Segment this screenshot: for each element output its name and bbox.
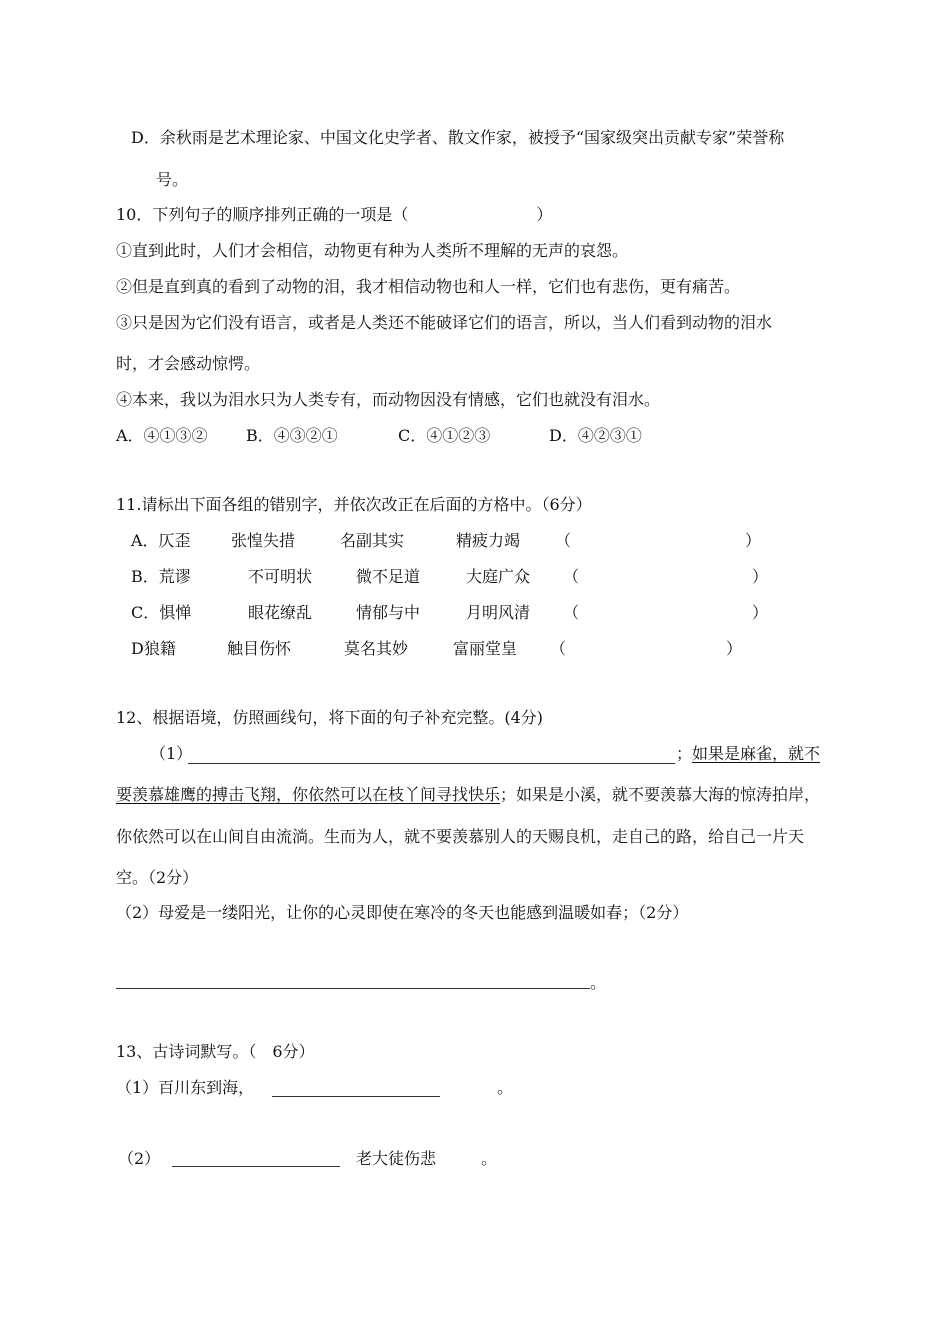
- q12-part-2: （2）母爱是一缕阳光，让你的心灵即使在寒冷的冬天也能感到温暖如春；（2分）: [116, 903, 689, 922]
- q10-option-a: A．④①③②: [116, 426, 208, 445]
- q10-option-b: B．④③②①: [246, 426, 338, 445]
- q11-row-d-paren-open: （: [550, 639, 567, 658]
- q11-row-a-paren-close: ）: [745, 531, 762, 550]
- q13-line-2-label: （2）: [118, 1149, 161, 1168]
- q10-sentence-4: ④本来，我以为泪水只为人类专有，而动物因没有情感，它们也就没有泪水。: [116, 390, 661, 409]
- q9-option-d-cont: 号。: [156, 170, 189, 189]
- q13-line-1: （1）百川东到海，: [116, 1078, 255, 1097]
- q11-row-b-word-2: 不可明状: [248, 567, 313, 586]
- q11-row-c-word-2: 眼花缭乱: [248, 603, 313, 622]
- q11-row-b-label: B．荒谬: [131, 567, 191, 586]
- q12-part-1-line-2-rest: ；如果是小溪，就不要羡慕大海的惊涛拍岸，: [500, 785, 821, 804]
- q11-row-b-paren-open: （: [563, 567, 580, 586]
- q11-row-b-paren-close: ）: [752, 567, 769, 586]
- q11-row-d-paren-close: ）: [726, 639, 743, 658]
- q11-row-c-word-4: 月明风清: [466, 603, 531, 622]
- q12-underlined-sentence-start: 如果是麻雀，就不: [692, 744, 821, 763]
- q11-row-d-word-3: 莫名其妙: [344, 639, 409, 658]
- q10-sentence-1: ①直到此时，人们才会相信，动物更有种为人类所不理解的无声的哀怨。: [116, 241, 629, 260]
- q13-stem: 13、古诗词默写。（ 6分）: [116, 1042, 315, 1061]
- q11-row-a-word-4: 精疲力竭: [456, 531, 521, 550]
- q13-line-2-period: 。: [481, 1149, 498, 1168]
- q13-line-2-answer-blank[interactable]: [172, 1166, 340, 1167]
- q12-part-1-line-4: 空。（2分）: [116, 868, 199, 887]
- q12-part-1-line-2: [116, 784, 820, 806]
- q11-row-d-word-2: 触目伤怀: [227, 639, 292, 658]
- q13-line-1-period: 。: [497, 1078, 514, 1097]
- q13-line-2-text: 老大徒伤悲: [356, 1149, 437, 1168]
- q13-line-1-answer-blank[interactable]: [272, 1096, 440, 1097]
- q11-row-c-paren-open: （: [563, 603, 580, 622]
- q12-underlined-sentence-end: 要羡慕雄鹰的搏击飞翔，你依然可以在枝丫间寻找快乐: [116, 785, 501, 804]
- q12-part-2-period: 。: [590, 973, 607, 992]
- q11-row-a-label: A．仄歪: [131, 531, 191, 550]
- q9-option-d: D．余秋雨是艺术理论家、中国文化史学者、散文作家，被授予“国家级突出贡献专家”荣誉称: [131, 128, 785, 147]
- q12-part-1-answer-blank[interactable]: [188, 763, 675, 764]
- q11-row-b-word-4: 大庭广众: [466, 567, 531, 586]
- q11-stem: 11.请标出下面各组的错别字，并依次改正在后面的方格中。（6分）: [116, 495, 592, 514]
- q11-row-a-word-3: 名副其实: [340, 531, 405, 550]
- q10-option-c: C．④①②③: [398, 426, 491, 445]
- q12-part-1-semicolon: ；: [676, 744, 693, 763]
- q12-part-1-label: （1）: [150, 744, 193, 763]
- q10-sentence-2: ②但是直到真的看到了动物的泪，我才相信动物也和人一样，它们也有悲伤，更有痛苦。: [116, 277, 741, 296]
- q10-sentence-3: ③只是因为它们没有语言，或者是人类还不能破译它们的语言，所以，当人们看到动物的泪水: [116, 313, 773, 332]
- q12-part-2-answer-blank[interactable]: [116, 988, 590, 989]
- q12-stem: 12、根据语境，仿照画线句，将下面的句子补充完整。(4分): [116, 708, 544, 727]
- q10-stem: 10．下列句子的顺序排列正确的一项是（ ）: [116, 205, 553, 224]
- q11-row-a-word-2: 张惶失措: [231, 531, 296, 550]
- q11-row-d-label: D狼籍: [131, 639, 176, 658]
- q11-row-b-word-3: 微不足道: [356, 567, 421, 586]
- q11-row-c-word-3: 情郁与中: [356, 603, 421, 622]
- q11-row-c-paren-close: ）: [752, 603, 769, 622]
- q10-option-d: D．④②③①: [549, 426, 642, 445]
- q12-part-1-line-3: 你依然可以在山间自由流淌。生而为人，就不要羡慕别人的天赐良机，走自己的路，给自己一片天: [116, 827, 805, 846]
- q10-sentence-3-cont: 时，才会感动惊愕。: [116, 354, 261, 373]
- q11-row-d-word-4: 富丽堂皇: [453, 639, 518, 658]
- q11-row-a-paren-open: （: [555, 531, 572, 550]
- q11-row-c-label: C．惧惮: [131, 603, 192, 622]
